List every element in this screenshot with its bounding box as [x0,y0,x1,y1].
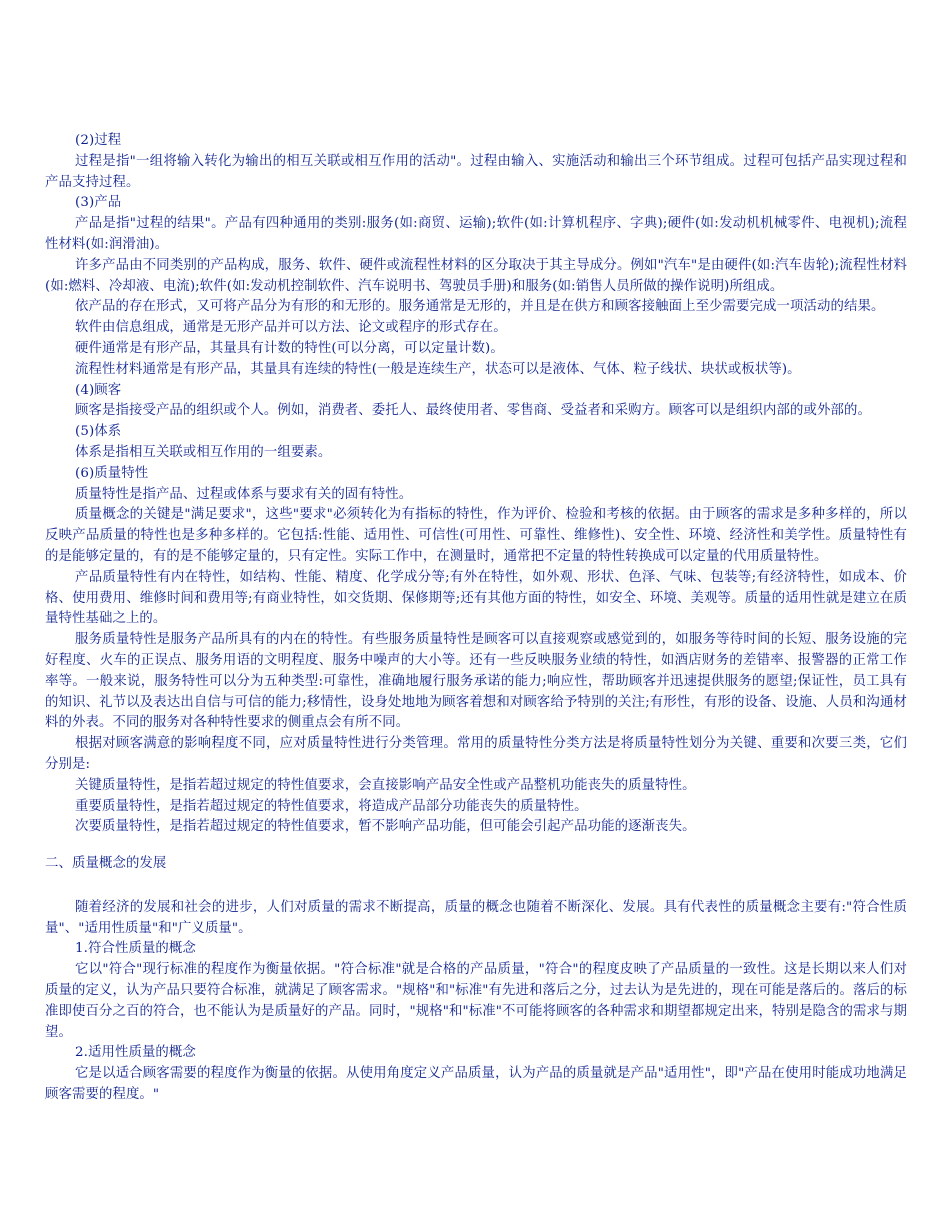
paragraph: 软件由信息组成，通常是无形产品并可以方法、论文或程序的形式存在。 [75,320,507,336]
paragraph: 关键质量特性，是指若超过规定的特性值要求，会直接影响产品安全性或产品整机功能丧失的质量特性。 [75,777,696,793]
paragraph: 依产品的存在形式，又可将产品分为有形的和无形的。服务通常是无形的，并且是在供方和顾客接触面上至少需要完成一项活动的结果。 [75,299,885,315]
section-heading: 二、质量概念的发展 [45,856,167,872]
paragraph: 顾客是指接受产品的组织或个人。例如，消费者、委托人、最终使用者、零售商、受益者和采购方。顾客可以是组织内部的或外部的。 [75,403,871,419]
paragraph: 许多产品由不同类别的产品构成，服务、软件、硬件或流程性材料的区分取决于其主导成分。例如"汽车"是由硬件(如:汽车齿轮);流程性材料(如:燃料、冷却液、电流);软件(如:发动机控制软件、汽车说明书、驾驶员手册)和服务(如:销售人员所做的操作说明)所组成。 [45,257,907,294]
paragraph: 产品是指"过程的结果"。产品有四种通用的类别:服务(如:商贸、运输);软件(如:计算机程序、字典);硬件(如:发动机机械零件、电视机);流程性材料(如:润滑油)。 [45,216,907,252]
paragraph: (5)体系 [75,424,122,440]
paragraph: (3)产品 [75,195,122,211]
paragraph: 体系是指相互关联或相互作用的一组要素。 [75,444,332,460]
paragraph: 次要质量特性，是指若超过规定的特性值要求，暂不影响产品功能，但可能会引起产品功能的逐渐丧失。 [75,819,696,835]
paragraph: 质量概念的关键是"满足要求"，这些"要求"必须转化为有指标的特性，作为评价、检验和考核的依据。由于顾客的需求是多种多样的，所以反映产品质量的特性也是多种多样的。它包括:性能、适用性、可信性(可用性、可靠性、维修性)、安全性、环境、经济性和美学性。质量特性有的是能够定量的，有的是不能够定量的，只有定性。实际工作中，在测量时，通常把不定量的特性转换成可以定量的代用质量特性。 [45,507,907,564]
paragraph: 服务质量特性是服务产品所具有的内在的特性。有些服务质量特性是顾客可以直接观察或感觉到的，如服务等待时间的长短、服务设施的完好程度、火车的正误点、服务用语的文明程度、服务中噪声的大小等。还有一些反映服务业绩的特性，如酒店财务的差错率、报警器的正常工作率等。一般来说，服务特性可以分为五种类型:可靠性，准确地履行服务承诺的能力;响应性，帮助顾客并迅速提供服务的愿望;保证性，员工具有的知识、礼节以及表达出自信与可信的能力;移情性，设身处地地为顾客着想和对顾客给予特别的关注;有形性，有形的设备、设施、人员和沟通材料的外表。不同的服务对各种特性要求的侧重点会有所不同。 [45,632,907,731]
paragraph: 随着经济的发展和社会的进步，人们对质量的需求不断提高，质量的概念也随着不断深化、发展。具有代表性的质量概念主要有:"符合性质量"、"适用性质量"和"广义质量"。 [45,899,907,936]
paragraph: 重要质量特性，是指若超过规定的特性值要求，将造成产品部分功能丧失的质量特性。 [75,798,588,814]
paragraph: 硬件通常是有形产品，其量具有计数的特性(可以分离，可以定量计数)。 [75,340,504,356]
paragraph: 质量特性是指产品、过程或体系与要求有关的固有特性。 [75,486,413,502]
paragraph: 2.适用性质量的概念 [75,1045,196,1061]
paragraph: (6)质量特性 [75,465,149,481]
paragraph: 1.符合性质量的概念 [75,941,196,957]
document-body [45,131,907,1106]
paragraph: (2)过程 [75,133,122,148]
paragraph: 产品质量特性有内在特性，如结构、性能、精度、化学成分等;有外在特性，如外观、形状、色泽、气味、包装等;有经济特性，如成本、价格、使用费用、维修时间和费用等;有商业特性，如交货期、保修期等;还有其他方面的特性，如安全、环境、美观等。质量的适用性就是建立在质量特性基础之上的。 [45,569,907,627]
paragraph: 根据对顾客满意的影响程度不同，应对质量特性进行分类管理。常用的质量特性分类方法是将质量特性划分为关键、重要和次要三类，它们分别是: [45,736,907,772]
paragraph: (4)顾客 [75,382,122,398]
paragraph: 过程是指"一组将输入转化为输出的相互关联或相互作用的活动"。过程由输入、实施活动和输出三个环节组成。过程可包括产品实现过程和产品支持过程。 [45,153,907,190]
paragraph: 它以"符合"现行标准的程度作为衡量依据。"符合标准"就是合格的产品质量，"符合"的程度皮映了产品质量的一致性。这是长期以来人们对质量的定义，认为产品只要符合标准，就满足了顾客需求。"规格"和"标准"有先进和落后之分，过去认为是先进的，现在可能是落后的。落后的标准即使百分之百的符合，也不能认为是质量好的产品。同时，"规格"和"标准"不可能将顾客的各种需求和期望都规定出来，特别是隐含的需求与期望。 [45,962,907,1040]
paragraph: 它是以适合顾客需要的程度作为衡量的依据。从使用角度定义产品质量，认为产品的质量就是产品"适用性"，即"产品在使用时能成功地满足顾客需要的程度。" [45,1066,907,1103]
paragraph: 流程性材料通常是有形产品，其量具有连续的特性(一般是连续生产，状态可以是液体、气体、粒子线状、块状或板状等)。 [75,361,801,377]
